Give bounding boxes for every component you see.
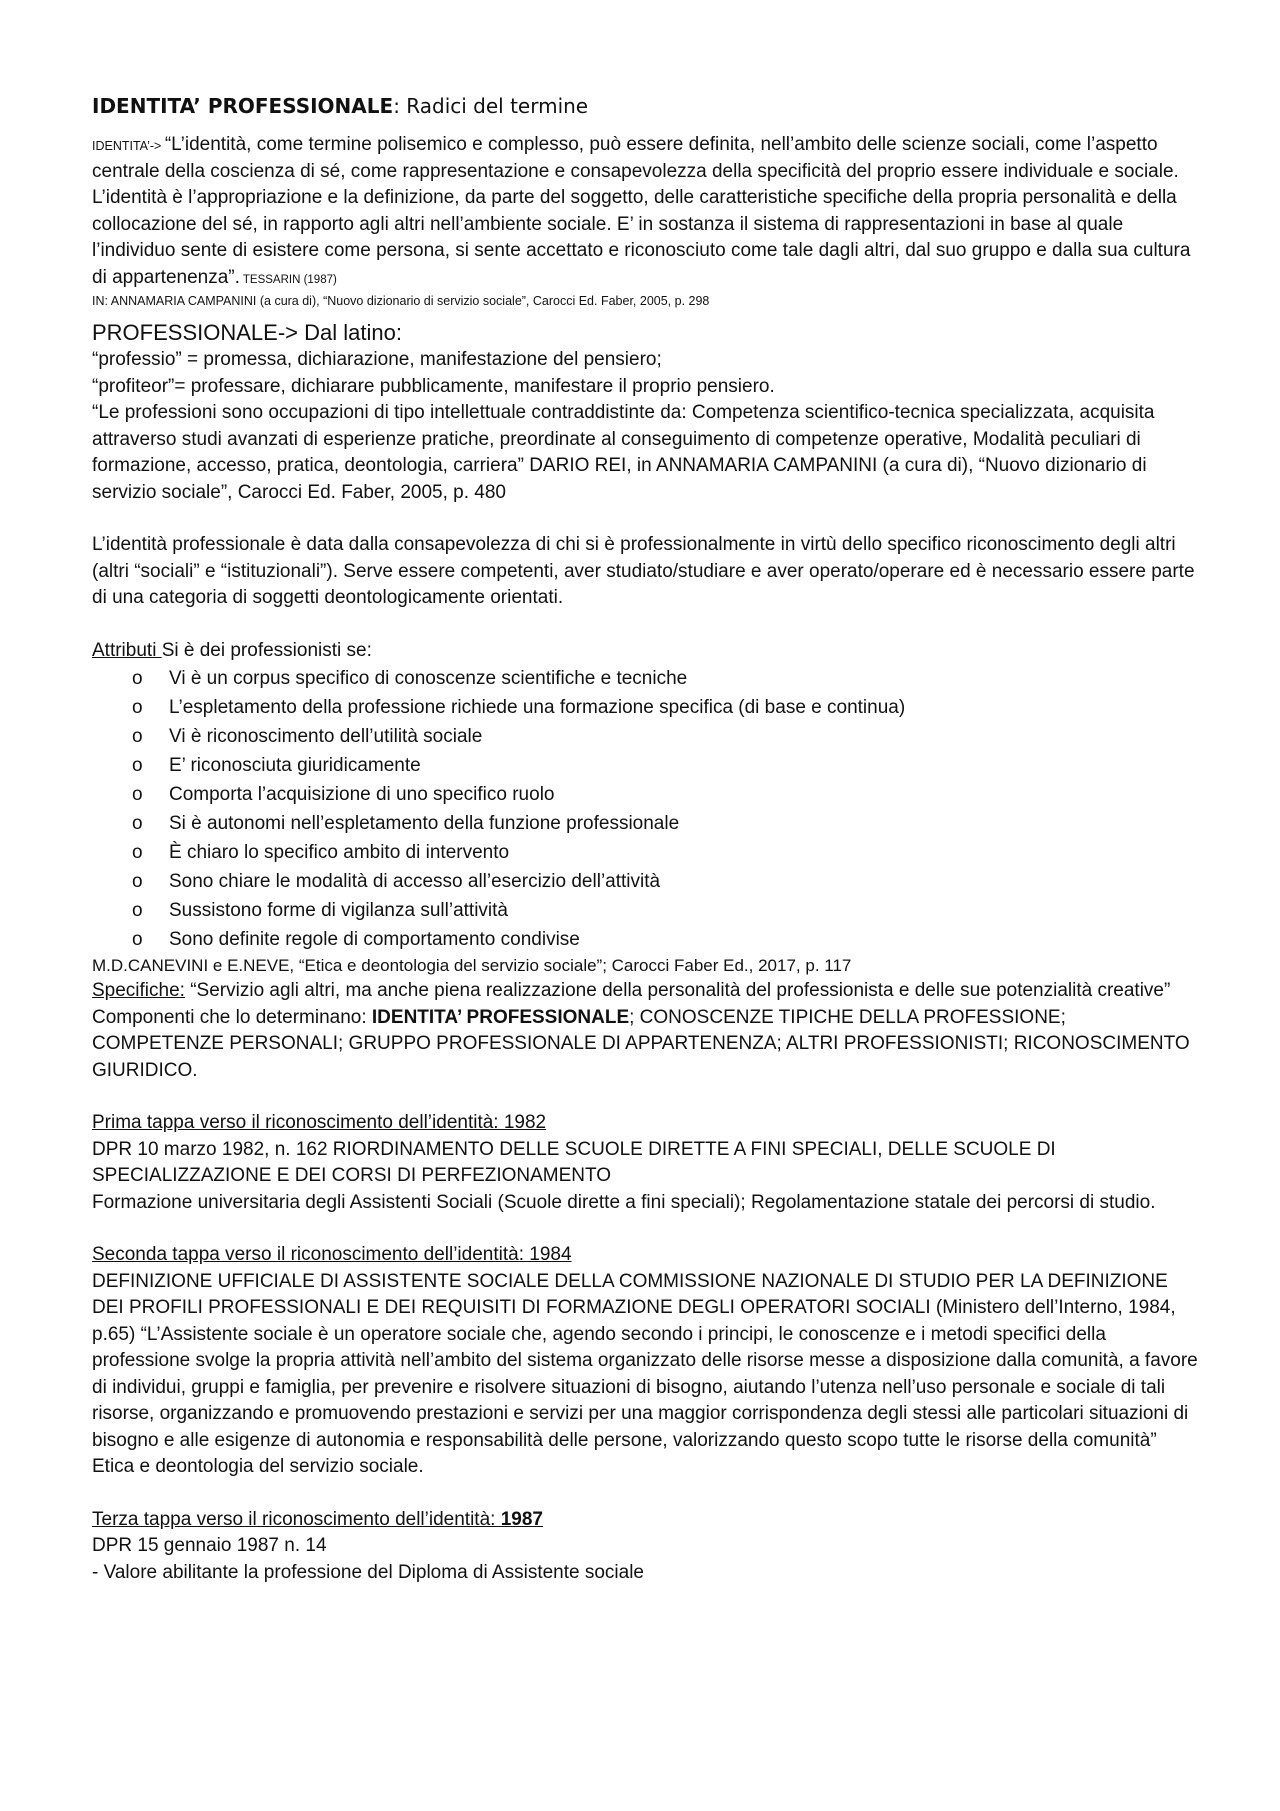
identity-source: IN: ANNAMARIA CAMPANINI (a cura di), “Nuovo dizionario di servizio sociale”, Carocci Ed. Faber, 2005, p. 298: [92, 294, 710, 308]
bullet-icon: o: [132, 755, 143, 776]
components-rest: ; CONOSCENZE TIPICHE DELLA PROFESSIONE; COMPETENZE PERSONALI; GRUPPO PROFESSIONALE DI APPARTENENZA; ALTRI PROFESSIONISTI; RICONOSCIMENTO GIURIDICO.: [92, 1006, 1190, 1081]
stage3-heading-text: Terza tappa verso il riconoscimento dell’identità:: [92, 1508, 501, 1530]
list-item-text: Sono definite regole di comportamento condivise: [169, 929, 580, 950]
stage3-heading: [92, 1507, 1202, 1534]
document-title: [92, 92, 1202, 120]
identity-professional-paragraph: L’identità professionale è data dalla consapevolezza di chi si è professionalmente in virtù dello specifico riconoscimento degli altri (altri “sociali” e “istituzionali”). Serve essere competenti, aver studiato/studiare e aver operato/operare ed è necessario essere parte di una categoria di soggetti deontologicamente orientati.: [92, 534, 1195, 608]
identity-prefix: IDENTITA’->: [92, 139, 165, 153]
stage1-heading: Prima tappa verso il riconoscimento dell’identità: 1982: [92, 1112, 547, 1133]
stage3-decree: DPR 15 gennaio 1987 n. 14: [92, 1535, 327, 1556]
bullet-icon: o: [132, 813, 143, 834]
list-item: [132, 925, 1202, 954]
attributes-intro: [92, 638, 1202, 665]
stage1-decree: DPR 10 marzo 1982, n. 162 RIORDINAMENTO DELLE SCUOLE DIRETTE A FINI SPECIALI, DELLE SCUOLE DI SPECIALIZZAZIONE E DEI CORSI DI PERFEZIONAMENTO: [92, 1138, 1056, 1186]
list-item: [132, 693, 1202, 722]
list-item: [132, 722, 1202, 751]
attributes-list: [92, 664, 1202, 954]
stage3-year: 1987: [500, 1508, 543, 1530]
list-item-text: Comporta l’acquisizione di uno specifico ruolo: [169, 784, 555, 805]
professions-quote: “Le professioni sono occupazioni di tipo intellettuale contraddistinte da: Competenza scientifico-tecnica specializzata, acquisita attraverso studi avanzati di esperienze pratiche, preordinate al conseguimento di competenze operative, Modalità peculiari di formazione, accesso, pratica, deontologia, carriera” DARIO REI, in ANNAMARIA CAMPANINI (a cura di), “Nuovo dizionario di servizio sociale”, Carocci Ed. Faber, 2005, p. 480: [92, 402, 1155, 503]
list-item-text: Vi è un corpus specifico di conoscenze scientifiche e tecniche: [169, 668, 688, 689]
stage3-description: - Valore abilitante la professione del Diploma di Assistente sociale: [92, 1561, 645, 1583]
components-prefix: Componenti che lo determinano:: [92, 1006, 372, 1028]
bullet-icon: o: [132, 929, 143, 950]
list-item-text: E’ riconosciuta giuridicamente: [169, 755, 421, 776]
bullet-icon: o: [132, 900, 143, 921]
list-item: [132, 809, 1202, 838]
stage2-text: DEFINIZIONE UFFICIALE DI ASSISTENTE SOCIALE DELLA COMMISSIONE NAZIONALE DI STUDIO PER LA DEFINIZIONE DEI PROFILI PROFESSIONALI E DEI REQUISITI DI FORMAZIONE DEGLI OPERATORI SOCIALI (Ministero dell’Interno, 1984, p.65) “L’Assistente sociale è un operatore sociale che, agendo secondo i principi, le conoscenze e i metodi specifici della professione svolge la propria attività nell’ambito del sistema organizzato delle risorse messe a disposizione dalla comunità, a favore di individui, gruppi e famiglia, per prevenire e risolvere situazioni di bisogno, aiutando l’utenza nell’uso personale e sociale di tali risorse, organizzando e promuovendo prestazioni e servizi per una maggior corrispondenza degli stessi alle particolari situazioni di bisogno e alle esigenze di autonomia e responsabilità delle persone, valorizzando questo scopo tutte le risorse della comunità” Etica e deontologia del servizio sociale.: [92, 1270, 1198, 1477]
list-item-text: È chiaro lo specifico ambito di intervento: [169, 842, 510, 863]
identity-author: TESSARIN (1987): [239, 273, 337, 286]
bullet-icon: o: [132, 668, 143, 689]
bullet-icon: o: [132, 697, 143, 718]
attributes-intro-text: Si è dei professionisti se:: [161, 639, 372, 661]
list-item: [132, 867, 1202, 896]
specifiche-paragraph: [92, 978, 1202, 1005]
attributes-label: Attributi: [92, 639, 162, 661]
list-item-text: Vi è riconoscimento dell’utilità sociale: [169, 726, 483, 747]
list-item-text: Si è autonomi nell’espletamento della funzione professionale: [169, 813, 680, 834]
title-rest: : Radici del termine: [393, 94, 589, 118]
bullet-icon: o: [132, 784, 143, 805]
identity-paragraph: [92, 132, 1202, 293]
list-item: [132, 664, 1202, 693]
bullet-icon: o: [132, 726, 143, 747]
title-bold: IDENTITA’ PROFESSIONALE: [92, 94, 394, 118]
identity-text: “L’identità, come termine polisemico e complesso, può essere definita, nell’ambito delle scienze sociali, come l’aspetto centrale della coscienza di sé, come rappresentazione e consapevolezza della specificità del proprio essere individuale e sociale. L’identità è l’appropriazione e la definizione, da parte del soggetto, delle caratteristiche specifiche della propria personalità e della collocazione del sé, in rapporto agli altri nell’ambiente sociale. E’ in sostanza il sistema di rappresentazioni in base al quale l’individuo sente di esistere come persona, si sente accettato e riconosciuto come tale dagli altri, dal suo gruppo e dalla sua cultura di appartenenza”.: [92, 134, 1191, 288]
professionale-heading: PROFESSIONALE-> Dal latino:: [92, 320, 402, 345]
list-item: [132, 751, 1202, 780]
list-item-text: L’espletamento della professione richiede una formazione specifica (di base e continua): [169, 697, 906, 718]
list-item: [132, 838, 1202, 867]
profiteor-line: “profiteor”= professare, dichiarare pubblicamente, manifestare il proprio pensiero.: [92, 375, 775, 397]
stage1-description: Formazione universitaria degli Assistenti Sociali (Scuole dirette a fini speciali); Regolamentazione statale dei percorsi di studio.: [92, 1191, 1156, 1213]
attributes-source: M.D.CANEVINI e E.NEVE, “Etica e deontologia del servizio sociale”; Carocci Faber Ed., 2017, p. 117: [92, 956, 852, 975]
components-bold: IDENTITA’ PROFESSIONALE: [371, 1006, 630, 1028]
specifiche-text: “Servizio agli altri, ma anche piena realizzazione della personalità del professionista e delle sue potenzialità creative”: [184, 980, 1171, 1001]
list-item-text: Sussistono forme di vigilanza sull’attività: [169, 900, 508, 921]
bullet-icon: o: [132, 871, 143, 892]
professio-line: “professio” = promessa, dichiarazione, manifestazione del pensiero;: [92, 349, 662, 370]
components-paragraph: [92, 1005, 1202, 1085]
specifiche-label: Specifiche:: [92, 980, 185, 1001]
list-item-text: Sono chiare le modalità di accesso all’esercizio dell’attività: [169, 871, 661, 892]
list-item: [132, 896, 1202, 925]
bullet-icon: o: [132, 842, 143, 863]
document-page: [92, 92, 1202, 1586]
stage2-heading: Seconda tappa verso il riconoscimento dell’identità: 1984: [92, 1244, 572, 1265]
list-item: [132, 780, 1202, 809]
